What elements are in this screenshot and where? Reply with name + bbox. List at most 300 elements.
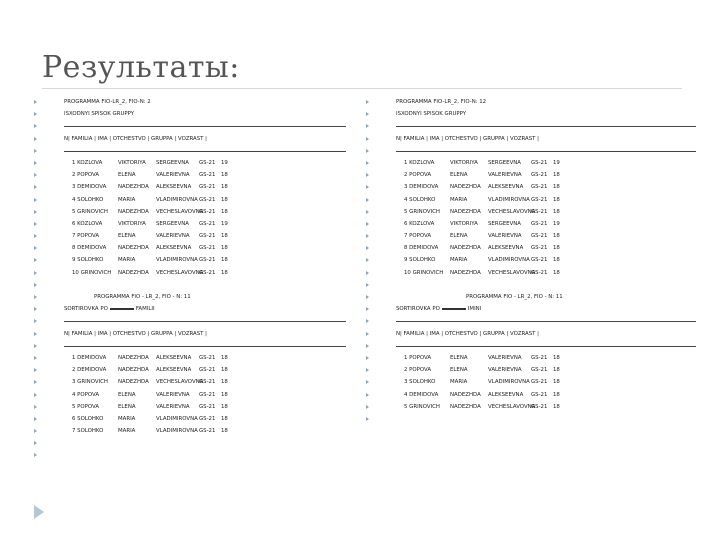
- row-first-name: MARIA: [450, 379, 468, 386]
- row-group: GS-21: [199, 184, 216, 191]
- row-first-name: VIKTORIYA: [450, 220, 478, 227]
- row-group: GS-21: [199, 233, 216, 240]
- output-text: PROGRAMMA FIO - LR_2, FIO - N: 11: [466, 294, 563, 300]
- row-patronymic: VLADIMIROVNA: [488, 379, 530, 386]
- row-age: 18: [221, 391, 228, 398]
- bullet-icon: [34, 246, 37, 250]
- row-name: 1 KOZLOVA: [404, 159, 435, 166]
- bullet-icon: [34, 161, 37, 165]
- row-patronymic: ALEKSEEVNA: [156, 184, 192, 191]
- row-age: 19: [221, 159, 228, 166]
- row-group: GS-21: [199, 220, 216, 227]
- sort-prefix: SORTIROVKA PO: [396, 306, 440, 313]
- row-patronymic: ALEKSEEVNA: [156, 354, 192, 361]
- output-line: [34, 108, 354, 120]
- bullet-icon: [366, 112, 369, 116]
- row-age: 19: [221, 220, 228, 227]
- row-name: 7 POPOVA: [72, 233, 100, 240]
- row-group: GS-21: [531, 257, 548, 264]
- row-name: 4 SOLOHKO: [72, 196, 104, 203]
- row-first-name: NADEZHDA: [118, 379, 149, 386]
- table-row: [366, 181, 696, 193]
- row-patronymic: VECHESLAVOVNA: [156, 379, 204, 386]
- row-first-name: ELENA: [450, 233, 468, 240]
- row-patronymic: VALERIEVNA: [488, 354, 522, 361]
- row-first-name: NADEZHDA: [118, 367, 149, 374]
- row-first-name: ELENA: [118, 391, 136, 398]
- bullet-icon: [34, 332, 37, 336]
- row-first-name: NADEZHDA: [118, 354, 149, 361]
- row-age: 18: [221, 233, 228, 240]
- row-age: 18: [221, 415, 228, 422]
- bullet-icon: [366, 124, 369, 128]
- row-patronymic: ALEKSEEVNA: [488, 391, 524, 398]
- separator-line: [366, 120, 696, 132]
- row-group: GS-21: [199, 367, 216, 374]
- output-text: N| FAMILIA | IMA | OTCHESTVO | GRUPPA | VOZRAST |: [64, 330, 207, 337]
- row-age: 18: [221, 208, 228, 215]
- row-first-name: ELENA: [118, 233, 136, 240]
- row-name: 2 POPOVA: [404, 172, 432, 179]
- row-patronymic: VALERIEVNA: [156, 233, 190, 240]
- row-group: GS-21: [531, 391, 548, 398]
- output-line: [366, 108, 696, 120]
- bullet-icon: [34, 124, 37, 128]
- bullet-icon: [366, 405, 369, 409]
- row-name: 3 DEMIDOVA: [72, 184, 107, 191]
- row-patronymic: VLADIMIROVNA: [488, 196, 530, 203]
- row-patronymic: VALERIEVNA: [156, 403, 190, 410]
- sort-label: [64, 303, 155, 315]
- row-first-name: NADEZHDA: [450, 245, 481, 252]
- bullet-icon: [34, 295, 37, 299]
- horizontal-rule: [396, 151, 696, 152]
- row-age: 18: [553, 269, 560, 276]
- row-first-name: NADEZHDA: [450, 391, 481, 398]
- sort-label: [396, 303, 481, 315]
- output-text: N| FAMILIA | IMA | OTCHESTVO | GRUPPA | VOZRAST |: [396, 135, 539, 142]
- bullet-icon: [366, 356, 369, 360]
- right-output-column: [366, 96, 696, 425]
- row-patronymic: VALERIEVNA: [156, 391, 190, 398]
- output-text: PROGRAMMA FIO - LR_2, FIO - N: 11: [94, 294, 191, 300]
- table-row: [34, 169, 354, 181]
- bullet-icon: [34, 380, 37, 384]
- bullet-icon: [366, 271, 369, 275]
- output-line: [366, 96, 696, 108]
- row-patronymic: ALEKSEEVNA: [156, 367, 192, 374]
- row-group: GS-21: [199, 245, 216, 252]
- row-first-name: NADEZHDA: [450, 184, 481, 191]
- output-line: [366, 133, 696, 145]
- table-row: [366, 352, 696, 364]
- row-first-name: MARIA: [118, 415, 136, 422]
- row-name: 2 POPOVA: [404, 367, 432, 374]
- output-text: ISXODNYI SPISOK GRUPPY: [396, 111, 467, 118]
- sort-key: FAMILII: [135, 306, 155, 313]
- output-line: [34, 96, 354, 108]
- bullet-icon: [34, 198, 37, 202]
- row-first-name: VIKTORIYA: [118, 159, 146, 166]
- row-age: 18: [221, 379, 228, 386]
- bullet-icon: [366, 246, 369, 250]
- table-row: [366, 206, 696, 218]
- separator-line: [366, 340, 696, 352]
- bullet-icon: [366, 198, 369, 202]
- bullet-icon: [366, 393, 369, 397]
- row-age: 18: [553, 391, 560, 398]
- table-row: [34, 194, 354, 206]
- bullet-icon: [366, 344, 369, 348]
- row-group: GS-21: [531, 233, 548, 240]
- bullet-icon: [34, 222, 37, 226]
- row-first-name: NADEZHDA: [118, 184, 149, 191]
- row-first-name: NADEZHDA: [118, 245, 149, 252]
- row-patronymic: VLADIMIROVNA: [156, 415, 198, 422]
- bullet-icon: [34, 356, 37, 360]
- row-age: 19: [553, 159, 560, 166]
- row-name: 6 KOZLOVA: [404, 220, 435, 227]
- output-line: [34, 291, 354, 303]
- bullet-icon: [34, 210, 37, 214]
- table-row: [366, 218, 696, 230]
- row-group: GS-21: [531, 245, 548, 252]
- row-name: 10 GRINOVICH: [72, 269, 112, 276]
- row-age: 18: [221, 428, 228, 435]
- row-group: GS-21: [531, 220, 548, 227]
- row-first-name: ELENA: [118, 403, 136, 410]
- bullet-icon: [366, 258, 369, 262]
- horizontal-rule: [64, 126, 346, 127]
- bullet-icon: [34, 441, 37, 445]
- table-row: [34, 206, 354, 218]
- row-first-name: MARIA: [450, 257, 468, 264]
- row-name: 2 DEMIDOVA: [72, 367, 107, 374]
- bullet-icon: [366, 100, 369, 104]
- table-row: [366, 364, 696, 376]
- bullet-icon: [34, 319, 37, 323]
- row-patronymic: SERGEEVNA: [488, 220, 521, 227]
- row-patronymic: ALEKSEEVNA: [488, 245, 524, 252]
- row-group: GS-21: [199, 403, 216, 410]
- bullet-icon: [34, 429, 37, 433]
- row-patronymic: SERGEEVNA: [156, 220, 189, 227]
- sort-prefix: SORTIROVKA PO: [64, 306, 108, 313]
- row-patronymic: VECHESLAVOVNA: [156, 269, 204, 276]
- separator-line: [366, 145, 696, 157]
- blank-line: [34, 437, 354, 449]
- table-row: [34, 242, 354, 254]
- row-first-name: ELENA: [450, 367, 468, 374]
- table-row: [366, 389, 696, 401]
- bullet-icon: [366, 319, 369, 323]
- row-name: 9 SOLOHKO: [72, 257, 104, 264]
- table-row: [34, 352, 354, 364]
- bullet-icon: [366, 368, 369, 372]
- bullet-icon: [366, 185, 369, 189]
- separator-line: [366, 315, 696, 327]
- sort-underline: [442, 308, 466, 310]
- row-age: 18: [553, 379, 560, 386]
- table-row: [366, 230, 696, 242]
- row-patronymic: VLADIMIROVNA: [488, 257, 530, 264]
- row-name: 8 DEMIDOVA: [404, 245, 439, 252]
- bullet-icon: [366, 149, 369, 153]
- horizontal-rule: [64, 321, 346, 322]
- row-patronymic: SERGEEVNA: [156, 159, 189, 166]
- slide-title: Результаты:: [42, 50, 240, 85]
- table-row: [366, 157, 696, 169]
- bullet-icon: [34, 137, 37, 141]
- row-name: 2 POPOVA: [72, 172, 100, 179]
- row-group: GS-21: [199, 354, 216, 361]
- table-row: [34, 267, 354, 279]
- bullet-icon: [366, 161, 369, 165]
- row-age: 19: [553, 220, 560, 227]
- row-age: 18: [553, 172, 560, 179]
- row-name: 4 SOLOHKO: [404, 196, 436, 203]
- row-age: 18: [553, 208, 560, 215]
- row-first-name: NADEZHDA: [118, 269, 149, 276]
- output-line: [366, 328, 696, 340]
- bullet-icon: [366, 380, 369, 384]
- row-first-name: MARIA: [118, 257, 136, 264]
- bullet-icon: [366, 332, 369, 336]
- row-first-name: MARIA: [118, 428, 136, 435]
- row-patronymic: VECHESLAVOVNA: [488, 269, 536, 276]
- row-group: GS-21: [199, 269, 216, 276]
- table-row: [366, 194, 696, 206]
- row-group: GS-21: [531, 269, 548, 276]
- table-row: [34, 401, 354, 413]
- bullet-icon: [34, 453, 37, 457]
- sort-key: IMINI: [467, 306, 482, 313]
- blank-line: [366, 279, 696, 291]
- table-row: [34, 376, 354, 388]
- row-patronymic: VALERIEVNA: [488, 233, 522, 240]
- row-age: 18: [221, 196, 228, 203]
- row-age: 18: [221, 245, 228, 252]
- row-name: 1 DEMIDOVA: [72, 354, 107, 361]
- output-line: [366, 303, 696, 315]
- row-name: 3 DEMIDOVA: [404, 184, 439, 191]
- bullet-icon: [34, 100, 37, 104]
- output-text: ISXODNYI SPISOK GRUPPY: [64, 111, 135, 118]
- row-group: GS-21: [199, 208, 216, 215]
- row-name: 4 POPOVA: [72, 391, 100, 398]
- separator-line: [34, 145, 354, 157]
- bullet-icon: [34, 112, 37, 116]
- bullet-icon: [34, 393, 37, 397]
- row-group: GS-21: [531, 159, 548, 166]
- row-name: 9 SOLOHKO: [404, 257, 436, 264]
- bullet-icon: [34, 173, 37, 177]
- output-text: N| FAMILIA | IMA | OTCHESTVO | GRUPPA | VOZRAST |: [396, 330, 539, 337]
- row-group: GS-21: [199, 428, 216, 435]
- row-age: 18: [553, 233, 560, 240]
- bullet-icon: [34, 271, 37, 275]
- bullet-icon: [366, 137, 369, 141]
- table-row: [34, 181, 354, 193]
- row-group: GS-21: [199, 159, 216, 166]
- bullet-icon: [366, 173, 369, 177]
- row-patronymic: VLADIMIROVNA: [156, 428, 198, 435]
- table-row: [34, 389, 354, 401]
- bullet-icon: [34, 368, 37, 372]
- horizontal-rule: [64, 151, 346, 152]
- bullet-icon: [34, 258, 37, 262]
- row-group: GS-21: [531, 379, 548, 386]
- row-patronymic: VECHESLAVOVNA: [488, 403, 536, 410]
- row-patronymic: SERGEEVNA: [488, 159, 521, 166]
- row-name: 1 POPOVA: [404, 354, 432, 361]
- horizontal-rule: [396, 321, 696, 322]
- table-row: [34, 230, 354, 242]
- row-name: 4 DEMIDOVA: [404, 391, 439, 398]
- output-text: N| FAMILIA | IMA | OTCHESTVO | GRUPPA | VOZRAST |: [64, 135, 207, 142]
- row-group: GS-21: [199, 379, 216, 386]
- row-age: 18: [221, 367, 228, 374]
- row-first-name: MARIA: [450, 196, 468, 203]
- row-first-name: ELENA: [450, 354, 468, 361]
- row-patronymic: VALERIEVNA: [488, 367, 522, 374]
- row-age: 18: [221, 257, 228, 264]
- separator-line: [34, 120, 354, 132]
- row-age: 18: [553, 257, 560, 264]
- bullet-icon: [366, 210, 369, 214]
- bullet-icon: [366, 417, 369, 421]
- output-text: PROGRAMMA FIO-LR_2, FIO-N: 12: [396, 99, 487, 105]
- row-group: GS-21: [199, 172, 216, 179]
- row-first-name: ELENA: [450, 172, 468, 179]
- row-name: 6 KOZLOVA: [72, 220, 103, 227]
- bullet-icon: [34, 417, 37, 421]
- row-patronymic: ALEKSEEVNA: [488, 184, 524, 191]
- separator-line: [34, 315, 354, 327]
- bullet-icon: [34, 185, 37, 189]
- left-output-column: [34, 96, 354, 462]
- bullet-icon: [34, 234, 37, 238]
- row-group: GS-21: [531, 367, 548, 374]
- row-first-name: NADEZHDA: [118, 208, 149, 215]
- row-patronymic: VALERIEVNA: [156, 172, 190, 179]
- row-patronymic: VALERIEVNA: [488, 172, 522, 179]
- bullet-icon: [366, 295, 369, 299]
- bullet-icon: [366, 234, 369, 238]
- blank-line: [34, 449, 354, 461]
- blank-line: [34, 279, 354, 291]
- table-row: [366, 267, 696, 279]
- row-first-name: NADEZHDA: [450, 269, 481, 276]
- row-name: 1 KOZLOVA: [72, 159, 103, 166]
- row-group: GS-21: [531, 184, 548, 191]
- row-age: 18: [553, 245, 560, 252]
- table-row: [366, 169, 696, 181]
- row-first-name: NADEZHDA: [450, 208, 481, 215]
- row-group: GS-21: [531, 354, 548, 361]
- row-group: GS-21: [199, 257, 216, 264]
- output-line: [34, 328, 354, 340]
- bullet-icon: [366, 283, 369, 287]
- row-name: 5 GRINOVICH: [404, 208, 440, 215]
- table-row: [34, 254, 354, 266]
- table-row: [34, 218, 354, 230]
- horizontal-rule: [396, 346, 696, 347]
- bullet-icon: [34, 149, 37, 153]
- separator-line: [34, 340, 354, 352]
- row-name: 3 GRINOVICH: [72, 379, 108, 386]
- row-patronymic: VLADIMIROVNA: [156, 196, 198, 203]
- row-group: GS-21: [531, 172, 548, 179]
- table-row: [34, 413, 354, 425]
- row-name: 10 GRINOVICH: [404, 269, 444, 276]
- row-group: GS-21: [199, 415, 216, 422]
- row-patronymic: ALEKSEEVNA: [156, 245, 192, 252]
- table-row: [366, 401, 696, 413]
- row-first-name: VIKTORIYA: [450, 159, 478, 166]
- row-group: GS-21: [531, 196, 548, 203]
- table-row: [34, 425, 354, 437]
- table-row: [34, 157, 354, 169]
- row-name: 6 SOLOHKO: [72, 415, 104, 422]
- table-row: [366, 254, 696, 266]
- row-name: 8 DEMIDOVA: [72, 245, 107, 252]
- row-patronymic: VECHESLAVOVNA: [488, 208, 536, 215]
- bullet-icon: [366, 222, 369, 226]
- bullet-icon: [34, 405, 37, 409]
- next-slide-arrow-icon[interactable]: [34, 505, 44, 519]
- row-first-name: MARIA: [118, 196, 136, 203]
- bullet-icon: [34, 344, 37, 348]
- row-age: 18: [553, 196, 560, 203]
- row-first-name: VIKTORIYA: [118, 220, 146, 227]
- row-age: 18: [221, 184, 228, 191]
- row-age: 18: [221, 269, 228, 276]
- horizontal-rule: [64, 346, 346, 347]
- row-group: GS-21: [199, 196, 216, 203]
- row-age: 18: [553, 367, 560, 374]
- row-age: 18: [553, 354, 560, 361]
- row-age: 18: [221, 354, 228, 361]
- row-group: GS-21: [531, 208, 548, 215]
- table-row: [366, 242, 696, 254]
- bullet-icon: [366, 307, 369, 311]
- row-patronymic: VECHESLAVOVNA: [156, 208, 204, 215]
- output-line: [34, 303, 354, 315]
- table-row: [366, 376, 696, 388]
- row-name: 7 SOLOHKO: [72, 428, 104, 435]
- row-name: 7 POPOVA: [404, 233, 432, 240]
- bullet-icon: [34, 283, 37, 287]
- row-name: 5 GRINOVICH: [404, 403, 440, 410]
- row-age: 18: [221, 403, 228, 410]
- blank-line: [366, 413, 696, 425]
- title-divider: [42, 88, 682, 89]
- row-name: 3 SOLOHKO: [404, 379, 436, 386]
- row-age: 18: [553, 184, 560, 191]
- bullet-icon: [34, 307, 37, 311]
- output-line: [366, 291, 696, 303]
- table-row: [34, 364, 354, 376]
- horizontal-rule: [396, 126, 696, 127]
- row-group: GS-21: [199, 391, 216, 398]
- row-name: 5 POPOVA: [72, 403, 100, 410]
- row-first-name: NADEZHDA: [450, 403, 481, 410]
- row-name: 5 GRINOVICH: [72, 208, 108, 215]
- row-first-name: ELENA: [118, 172, 136, 179]
- row-age: 18: [221, 172, 228, 179]
- row-group: GS-21: [531, 403, 548, 410]
